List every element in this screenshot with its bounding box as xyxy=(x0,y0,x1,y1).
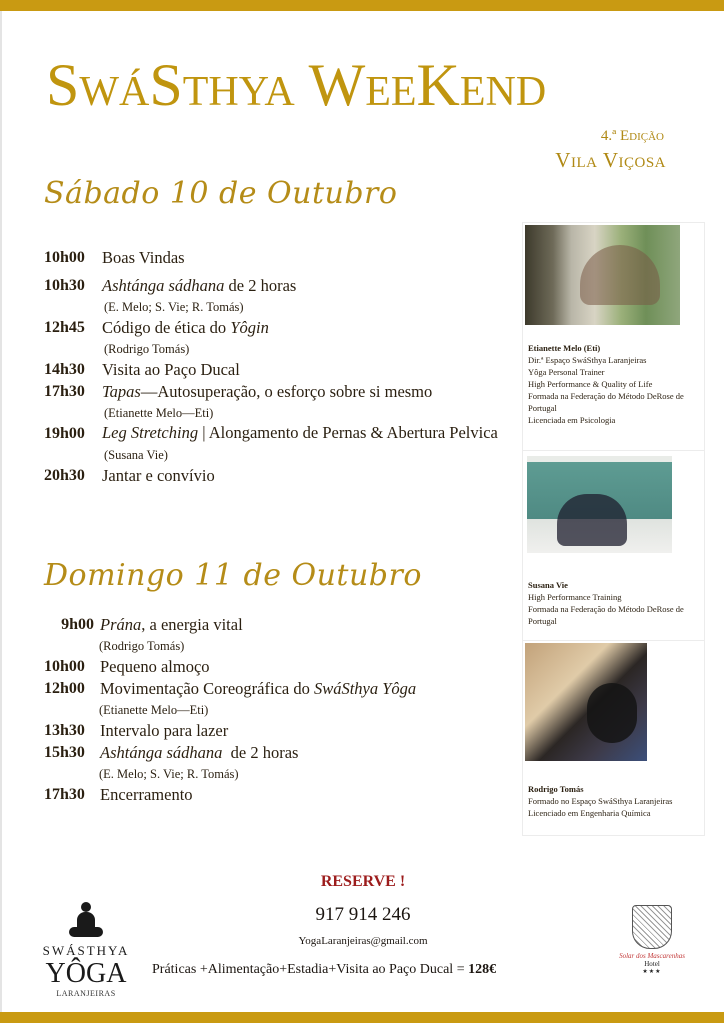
schedule-row xyxy=(44,614,514,636)
instructor-info xyxy=(528,579,704,627)
description-italic: Yôgin xyxy=(230,318,269,337)
description-text: | Alongamento de Pernas & Abertura Pelvica xyxy=(198,423,498,442)
description-italic: Ashtánga sádhana xyxy=(102,276,225,295)
instructor-card xyxy=(523,451,704,641)
instructors-panel xyxy=(522,222,705,836)
instructor-line: Licenciado em Engenharia Química xyxy=(528,808,651,818)
meditation-icon xyxy=(69,902,103,940)
instructor-name: Rodrigo Tomás xyxy=(528,784,584,794)
description-text: Movimentação Coreográfica do xyxy=(100,679,314,698)
edition-label: 4.ª Edição xyxy=(600,128,664,144)
schedule-row xyxy=(44,423,514,445)
schedule-time: 20h30 xyxy=(44,467,85,484)
instructor-line: Formada na Federação do Método DeRose de Portugal xyxy=(528,604,684,626)
schedule-description xyxy=(102,381,432,403)
schedule-time: 12h45 xyxy=(44,319,85,336)
yoga-pose-figure xyxy=(580,245,660,305)
description-text: de 2 horas xyxy=(222,743,299,762)
schedule-description xyxy=(102,359,240,381)
instructor-line: Dir.ª Espaço SwáSthya Laranjeiras xyxy=(528,355,647,365)
schedule-time: 17h30 xyxy=(44,383,85,400)
schedule-row xyxy=(44,275,514,297)
instructor-line: High Performance & Quality of Life xyxy=(528,379,653,389)
schedule-description xyxy=(100,656,210,678)
schedule-description xyxy=(100,614,243,636)
logo-brand: SWÁSTHYA xyxy=(42,943,130,958)
hotel-stars: ★★★ xyxy=(642,969,662,975)
description-text: Boas Vindas xyxy=(102,248,185,267)
schedule-description xyxy=(102,317,269,339)
description-text: —Autosuperação, o esforço sobre si mesmo xyxy=(140,382,433,401)
coat-of-arms-icon xyxy=(632,905,672,949)
schedule-time: 17h30 xyxy=(44,786,85,803)
hotel-type: Hotel xyxy=(644,960,660,968)
schedule-description xyxy=(100,784,193,806)
schedule-instructors: (Rodrigo Tomás) xyxy=(99,639,185,653)
logo-place: LARANJEIRAS xyxy=(56,989,116,998)
schedule-row xyxy=(44,656,514,678)
schedule-time: 10h00 xyxy=(44,249,85,266)
swasthya-yoga-logo xyxy=(38,902,134,998)
schedule-row xyxy=(44,317,514,339)
schedule-row xyxy=(44,678,514,700)
schedule-description xyxy=(100,742,298,764)
price-line xyxy=(152,962,572,978)
description-text: , a energia vital xyxy=(141,615,243,634)
description-italic: SwáSthya Yôga xyxy=(313,679,417,698)
schedule-description xyxy=(102,423,498,442)
description-italic: Leg Stretching xyxy=(102,423,199,442)
schedule-instructors: (E. Melo; S. Vie; R. Tomás) xyxy=(104,300,244,314)
description-italic: Tapas xyxy=(102,382,141,401)
email-address: YogaLaranjeiras@gmail.com xyxy=(298,935,428,947)
instructor-photo xyxy=(525,225,680,325)
sunday-schedule xyxy=(44,614,514,806)
left-border xyxy=(0,11,2,1012)
event-title: SwáSthya WeeKend xyxy=(46,52,547,118)
schedule-description xyxy=(102,247,185,269)
instructor-line: Formada na Federação do Método DeRose de Portugal xyxy=(528,391,684,413)
schedule-description xyxy=(102,465,215,487)
city-label: Vila Viçosa xyxy=(555,148,666,172)
top-gold-bar xyxy=(0,0,724,11)
schedule-time: 13h30 xyxy=(44,722,85,739)
reserve-heading: RESERVE ! xyxy=(320,873,406,890)
description-text: Visita ao Paço Ducal xyxy=(102,360,240,379)
instructor-line: Yôga Personal Trainer xyxy=(528,367,605,377)
description-text: Pequeno almoço xyxy=(100,657,210,676)
yoga-pose-figure xyxy=(557,494,627,546)
schedule-time: 10h30 xyxy=(44,277,85,294)
instructor-name: Etianette Melo (Eti) xyxy=(528,343,601,353)
schedule-time: 9h00 xyxy=(61,616,94,633)
description-text: de 2 horas xyxy=(224,276,297,295)
saturday-heading: Sábado 10 de Outubro xyxy=(44,176,398,211)
yoga-pose-figure xyxy=(587,683,637,743)
schedule-description xyxy=(102,275,296,297)
schedule-instructors: (Rodrigo Tomás) xyxy=(104,342,190,356)
instructor-info xyxy=(528,783,672,819)
schedule-time: 15h30 xyxy=(44,744,85,761)
description-text: Encerramento xyxy=(100,785,193,804)
schedule-row xyxy=(44,720,514,742)
price-description: Práticas +Alimentação+Estadia+Visita ao Paço Ducal = xyxy=(152,962,469,977)
schedule-instructors: (Susana Vie) xyxy=(104,448,168,462)
instructor-line: Licenciada em Psicologia xyxy=(528,415,616,425)
schedule-instructors: (Etianette Melo—Eti) xyxy=(99,703,209,717)
schedule-instructors: (Etianette Melo—Eti) xyxy=(104,406,214,420)
instructor-card xyxy=(523,223,704,451)
schedule-description xyxy=(100,678,416,700)
hotel-name: Solar dos Mascarenhas xyxy=(619,952,685,960)
sunday-heading: Domingo 11 de Outubro xyxy=(44,558,422,593)
schedule-row xyxy=(44,359,514,381)
instructor-line: Formado no Espaço SwáSthya Laranjeiras xyxy=(528,796,673,806)
schedule-time: 19h00 xyxy=(44,425,85,442)
schedule-instructors: (E. Melo; S. Vie; R. Tomás) xyxy=(99,767,239,781)
schedule-row xyxy=(44,381,514,403)
description-text: Código de ética do xyxy=(102,318,231,337)
instructor-card xyxy=(523,641,704,835)
schedule-time: 12h00 xyxy=(44,680,85,697)
logo-word: YÔGA xyxy=(45,958,127,989)
description-text: Jantar e convívio xyxy=(102,466,215,485)
schedule-row xyxy=(44,465,514,487)
instructor-name: Susana Vie xyxy=(528,580,568,590)
schedule-row xyxy=(44,247,514,269)
schedule-description xyxy=(100,720,228,742)
schedule-time: 10h00 xyxy=(44,658,85,675)
instructor-photo xyxy=(527,456,672,553)
instructor-info xyxy=(528,342,704,426)
description-italic: Ashtánga sádhana xyxy=(100,743,223,762)
bottom-gold-bar xyxy=(0,1012,724,1023)
saturday-schedule xyxy=(44,247,514,487)
schedule-time: 14h30 xyxy=(44,361,85,378)
schedule-row xyxy=(44,784,514,806)
instructor-line: High Performance Training xyxy=(528,592,622,602)
description-italic: Prána xyxy=(100,615,142,634)
description-text: Intervalo para lazer xyxy=(100,721,229,740)
price-value: 128€ xyxy=(468,962,497,977)
instructor-photo xyxy=(525,643,647,761)
schedule-row xyxy=(44,742,514,764)
phone-number: 917 914 246 xyxy=(315,904,411,925)
hotel-logo xyxy=(612,905,692,975)
